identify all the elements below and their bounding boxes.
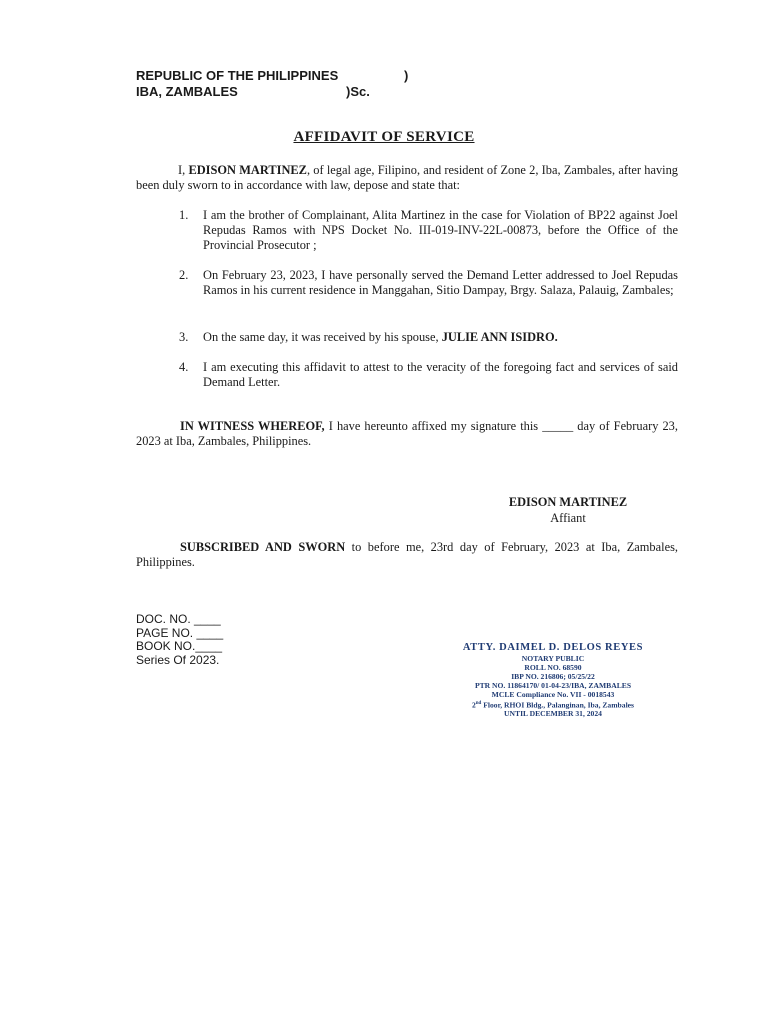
sworn-rest: to before me, 23rd day of February, 2023 at Iba, Zambales, Philippines.: [136, 540, 678, 570]
sworn-paragraph: [136, 540, 678, 570]
notary-mcle: MCLE Compliance No. VII - 0018543: [491, 689, 615, 699]
affiant-name: EDISON MARTINEZ: [508, 495, 628, 509]
list-item-number: 3.: [179, 330, 189, 344]
book-number: BOOK NO.____: [136, 639, 223, 653]
list-item-number: 1.: [179, 208, 189, 222]
notary-until: UNTIL DECEMBER 31, 2024: [504, 708, 602, 718]
doc-info-block: [136, 613, 223, 667]
list-item-number: 2.: [179, 268, 189, 282]
venue-country-row: [136, 68, 409, 84]
notary-ptr: PTR NO. 11864170/ 01-04-23/IBA, ZAMBALES: [474, 680, 632, 690]
list-item: [179, 330, 678, 345]
list-item-number: 4.: [179, 360, 189, 374]
page-number: PAGE NO. ____: [136, 625, 224, 640]
document-title-text: AFFIDAVIT OF SERVICE: [293, 129, 475, 145]
list-item-text-lead: On the same day, it was received by his spouse,: [203, 330, 442, 344]
spouse-name: JULIE ANN ISIDRO.: [441, 330, 558, 344]
venue-place-mark: )Sc.: [346, 84, 370, 99]
venue-place-row: [136, 84, 370, 100]
document-title: [0, 129, 768, 146]
notary-address-text: Floor, RHOI Bldg., Palanginan, Iba, Zambales: [481, 700, 635, 710]
venue-header: [136, 68, 409, 100]
list-item: [179, 360, 678, 390]
notary-stamp: [438, 641, 668, 719]
intro-lead: I,: [178, 163, 189, 177]
witness-rest: I have hereunto affixed my signature this _____ day of February 23, 2023 at Iba, Zambales, Philippines.: [136, 419, 678, 449]
notary-ibp: IBP NO. 216806; 05/25/22: [511, 671, 595, 681]
doc-number: DOC. NO. ____: [136, 612, 221, 626]
series-year: Series Of 2023.: [136, 652, 220, 667]
witness-lead: IN WITNESS WHEREOF,: [180, 419, 325, 433]
affiant-name-inline: EDISON MARTINEZ: [188, 163, 307, 177]
list-item-text: I am the brother of Complainant, Alita Martinez in the case for Violation of BP22 against Joel Repudas Ramos with NPS Docket No. III-019-INV-22L-00873, before the Office of the Provincial Prosecutor ;: [203, 208, 678, 253]
notary-title: NOTARY PUBLIC: [521, 654, 585, 663]
notary-floor-suffix: nd: [475, 700, 482, 706]
witness-paragraph: [136, 419, 678, 449]
affiant-signature-block: [468, 494, 668, 526]
list-item: [179, 208, 678, 254]
venue-country-mark: ): [404, 68, 409, 83]
venue-place: IBA, ZAMBALES: [136, 84, 238, 99]
list-item-text: I am executing this affidavit to attest to the veracity of the foregoing fact and services of said Demand Letter.: [203, 360, 678, 390]
affiant-role: Affiant: [550, 511, 586, 525]
notary-roll: ROLL NO. 68590: [524, 662, 582, 672]
list-item-text: On February 23, 2023, I have personally served the Demand Letter addressed to Joel Repudas Ramos in his current residence in Manggahan, Sitio Dampay, Brgy. Salaza, Palauig, Zambales;: [203, 268, 678, 298]
list-item: [179, 268, 678, 298]
intro-rest: , of legal age, Filipino, and resident of Zone 2, Iba, Zambales, after having been duly sworn to in accordance with law, depose and state that:: [136, 163, 678, 193]
venue-country: REPUBLIC OF THE PHILIPPINES: [136, 68, 339, 83]
sworn-lead: SUBSCRIBED AND SWORN: [180, 540, 346, 554]
list-item-text: [203, 330, 678, 345]
notary-floor-number: 2: [471, 700, 476, 710]
notary-name: ATTY. DAIMEL D. DELOS REYES: [462, 642, 644, 653]
intro-paragraph: [136, 163, 678, 193]
